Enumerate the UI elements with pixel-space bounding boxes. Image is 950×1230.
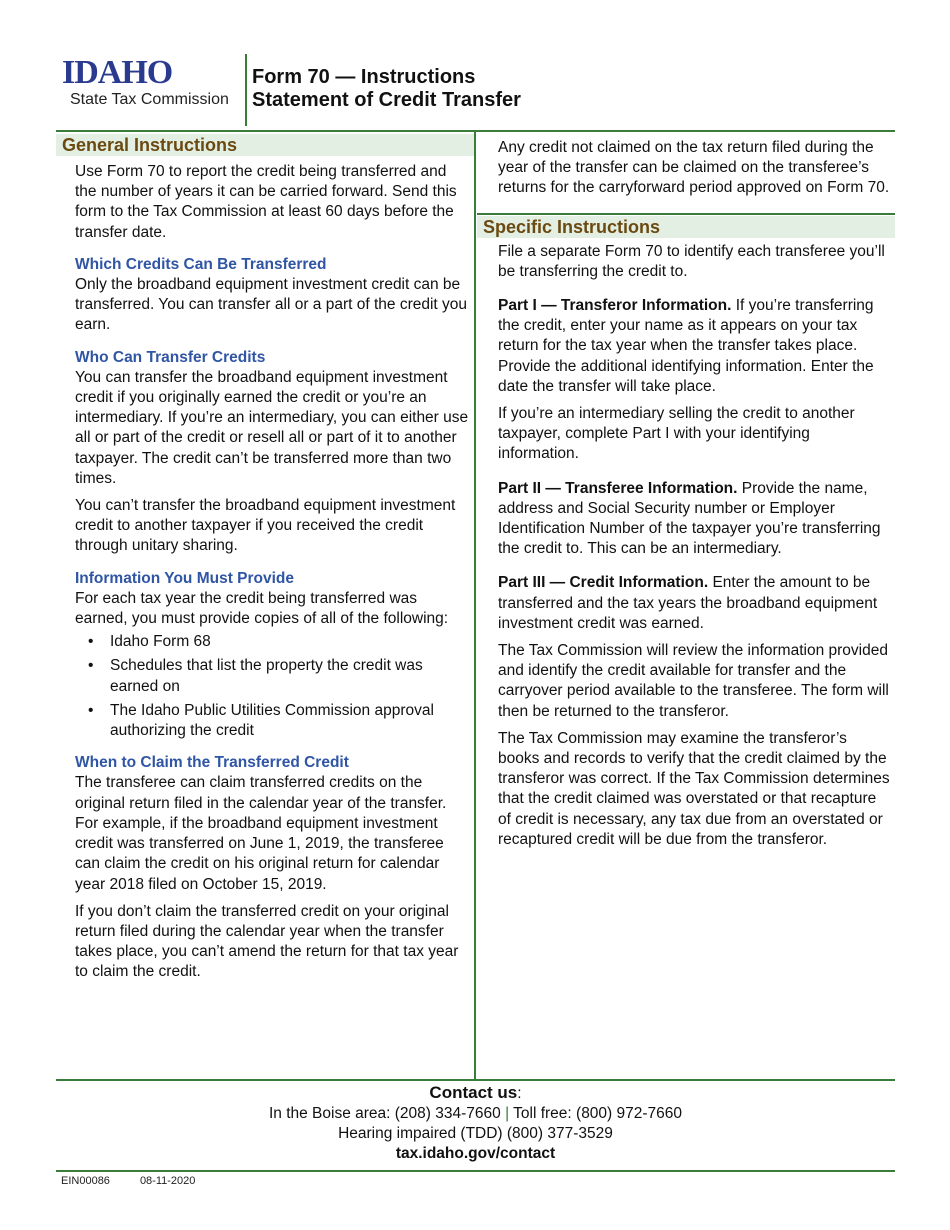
- tdd-phone: Hearing impaired (TDD) (800) 377-3529: [338, 1125, 613, 1142]
- part-1-body: If you’re transferring the credit, enter your name as it appears on your tax return for the tax year when the transfer takes place. Provide the additional identifying information. Enter the date the transfer will take place.: [498, 297, 874, 395]
- left-column: [56, 134, 474, 990]
- phone-line: [56, 1104, 895, 1124]
- logo-subtitle: State Tax Commission: [70, 91, 229, 108]
- when-to-claim-heading: When to Claim the Transferred Credit: [75, 754, 349, 772]
- part-2-text: [498, 479, 891, 560]
- part-2-label: Part II — Transferee Information.: [498, 479, 738, 497]
- form-number: EIN00086: [61, 1175, 110, 1187]
- column-divider: [474, 132, 476, 1080]
- who-can-transfer-text-1: You can transfer the broadband equipment investment credit if you originally earned the credit or you’re an intermediary. If you’re an intermediary, you can either use all or part of the credit or resell all or part of it to another taxpayer. The credit can’t be transferred more than two times.: [75, 368, 469, 487]
- information-text: For each tax year the credit being transferred was earned, you must provide copies of all of the following:: [75, 589, 449, 628]
- part-2-body: Provide the name, address and Social Security number or Employer Identification Number of the taxpayer you’re transferring the credit to. This can be an intermediary.: [498, 479, 881, 558]
- part-1-intermediary-text: If you’re an intermediary selling the credit to another taxpayer, complete Part I with your identifying information.: [498, 405, 855, 463]
- part-1-label: Part I — Transferor Information.: [498, 297, 732, 315]
- when-to-claim-text-1: The transferee can claim transferred credits on the original return filed in the calendar year of the transfer. For example, if the broadband equipment investment credit was transferred on June 1, 2019, the transferee can claim the credit on his original return for calendar year 2018 filed on October 15, 2019.: [75, 774, 447, 893]
- right-column: [477, 138, 895, 857]
- footer-bottom-rule: [56, 1170, 895, 1172]
- contact-footer: [56, 1083, 895, 1164]
- specific-instructions-heading: Specific Instructions: [477, 216, 895, 238]
- title-line-1: Form 70 — Instructions: [252, 66, 476, 88]
- list-item: • Idaho Form 68: [75, 632, 470, 652]
- part-3-body: Enter the amount to be transferred and the tax years the broadband equipment investment credit was earned.: [498, 574, 878, 632]
- general-intro: Use Form 70 to report the credit being transferred and the number of years it can be carried forward. Send this form to the Tax Commission at least 60 days before the transfer date.: [75, 163, 457, 241]
- information-heading: Information You Must Provide: [75, 569, 295, 587]
- part-1-text: [498, 296, 891, 397]
- header-divider: [245, 54, 247, 126]
- specific-intro: File a separate Form 70 to identify each transferee you’ll be transferring the credit to.: [498, 242, 885, 280]
- general-instructions-heading: General Instructions: [56, 134, 474, 156]
- part-3-text: [498, 573, 891, 634]
- part-3-label: Part III — Credit Information.: [498, 574, 709, 592]
- boise-phone: In the Boise area: (208) 334-7660: [268, 1105, 501, 1122]
- carryforward-text: Any credit not claimed on the tax return filed during the year of the transfer can be claimed on the transferee’s returns for the carryforward period approved on Form 70.: [498, 139, 890, 197]
- page-title: [252, 66, 521, 112]
- footer-top-rule: [56, 1079, 895, 1081]
- idaho-logo: [62, 56, 242, 109]
- phone-separator: |: [505, 1105, 510, 1122]
- who-can-transfer-heading: Who Can Transfer Credits: [75, 348, 266, 366]
- form-code: [61, 1175, 225, 1187]
- when-to-claim-text-2: If you don’t claim the transferred credit on your original return filed during the calendar year when the transfer takes place, you can’t amend the return for that tax year to claim the credit.: [75, 902, 459, 981]
- list-item: • Schedules that list the property the credit was earned on: [75, 656, 470, 696]
- contact-heading: Contact us: [429, 1083, 518, 1102]
- specific-rule: [477, 213, 895, 215]
- logo-word: IDAHO: [62, 54, 173, 91]
- form-date: 08-11-2020: [139, 1175, 196, 1187]
- contact-colon: :: [517, 1085, 522, 1102]
- which-credits-text: Only the broadband equipment investment credit can be transferred. You can transfer all or a part of the credit you earn.: [75, 276, 468, 334]
- tollfree-phone: Toll free: (800) 972-7660: [513, 1105, 683, 1122]
- who-can-transfer-text-2: You can’t transfer the broadband equipment investment credit to another taxpayer if you received the credit through unitary sharing.: [75, 497, 456, 555]
- list-item: • The Idaho Public Utilities Commission approval authorizing the credit: [75, 701, 470, 741]
- title-line-2: Statement of Credit Transfer: [252, 89, 521, 111]
- information-list: [75, 632, 470, 741]
- review-text: The Tax Commission will review the information provided and identify the credit available for transfer and the carryover period available to the transferee. The form will then be returned to the transferor.: [498, 642, 889, 720]
- which-credits-heading: Which Credits Can Be Transferred: [75, 255, 327, 273]
- examine-text: The Tax Commission may examine the transferor’s books and records to verify that the credit claimed by the transferor was correct. If the Tax Commission determines that the credit claimed was overstated or that recapture of credit is necessary, any tax due from an overstated or recaptured credit will be due from the transferor.: [498, 729, 890, 848]
- contact-url[interactable]: tax.idaho.gov/contact: [395, 1145, 556, 1162]
